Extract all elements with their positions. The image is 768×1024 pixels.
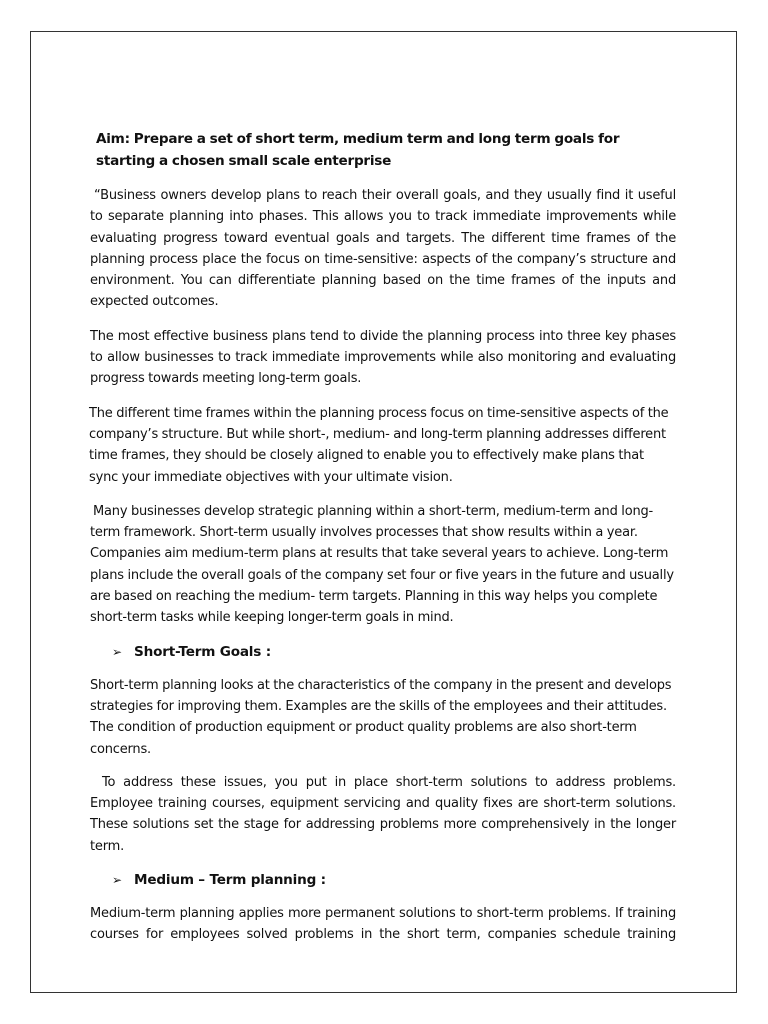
short-term-goals-heading xyxy=(112,641,676,663)
strategic-planning-paragraph: Many businesses develop strategic planning within a short-term, medium-term and long-term framework. Short-term usually involves processes that show results within a year. Companies aim medium-term plans at results that take several years to achieve. Long-term plans include the overall goals of the company set four or five years in the future and usually are based on reaching the medium- term targets. Planning in this way helps you complete short-term tasks while keeping longer-term goals in mind. xyxy=(90,503,674,626)
aim-heading: Aim: Prepare a set of short term, medium term and long term goals for starting a chosen small scale enterprise xyxy=(96,131,620,169)
medium-term-heading-text: Medium – Term planning : xyxy=(134,872,326,889)
document-body xyxy=(90,128,676,946)
short-term-paragraph: Short-term planning looks at the characteristics of the company in the present and develops strategies for improving them. Examples are the skills of the employees and their attitudes. The condition of production equipment or product quality problems are also short-term concerns. xyxy=(90,677,672,757)
intro-paragraph: “Business owners develop plans to reach their overall goals, and they usually find it useful to separate planning into phases. This allows you to track immediate improvements while evaluating progress toward eventual goals and targets. The different time frames of the planning process place the focus on time-sensitive: aspects of the company’s structure and environment. You can differentiate planning based on the time frames of the inputs and expected outcomes. xyxy=(90,188,676,310)
arrow-bullet-icon: ➢ xyxy=(112,873,122,888)
short-term-heading-text: Short-Term Goals : xyxy=(134,643,271,660)
time-frames-paragraph: The different time frames within the planning process focus on time-sensitive aspects of the company’s structure. But while short-, medium- and long-term planning addresses different time frames, they should be closely aligned to enable you to effectively make plans that sync your immediate objectives with your ultimate vision. xyxy=(89,405,669,485)
phases-paragraph: The most effective business plans tend to divide the planning process into three key phases to allow businesses to track immediate improvements while also monitoring and evaluating progress towards meeting long-term goals. xyxy=(90,328,676,387)
arrow-bullet-icon: ➢ xyxy=(112,644,122,659)
short-term-solutions-paragraph: To address these issues, you put in place short-term solutions to address problems. Employee training courses, equipment servicing and quality fixes are short-term solutions. These solutions set the stage for addressing problems more comprehensively in the longer term. xyxy=(90,774,676,854)
medium-term-planning-heading xyxy=(112,869,676,891)
medium-term-paragraph: Medium-term planning applies more permanent solutions to short-term problems. If training courses for employees solved problems in the short term, companies schedule training xyxy=(90,906,676,943)
